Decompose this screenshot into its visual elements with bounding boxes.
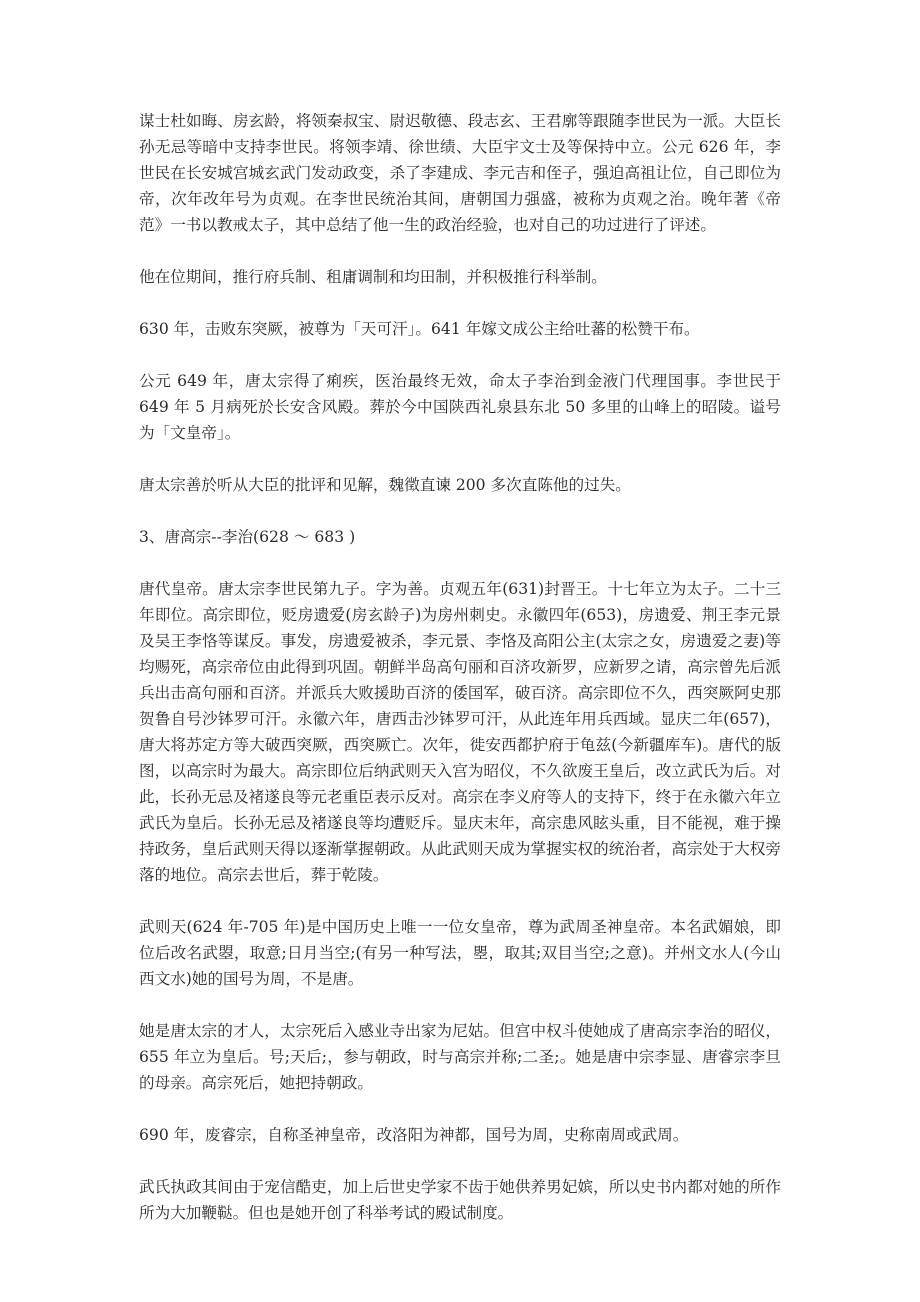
paragraph-wuzetian-rule: 武氏执政其间由于宠信酷吏，加上后世史学家不齿于她供养男妃嫔，所以史书内都对她的所作所为大加鞭鞑。但也是她开创了科举考试的殿试制度。 [139, 1178, 781, 1222]
paragraph-gaozong: 唐代皇帝。唐太宗李世民第九子。字为善。贞观五年(631)封晋王。十七年立为太子。二十三年即位。高宗即位，贬房遗爱(房玄龄子)为房州刺史。永徽四年(653)，房遗爱、荆王李元景及吴王李恪等谋反。事发，房遗爱被杀，李元景、李恪及高阳公主(太宗之女，房遗爱之妻)等均赐死，高宗帝位由此得到巩固。朝鲜半岛高句丽和百济攻新罗，应新罗之请，高宗曾先后派兵出击高句丽和百济。并派兵大败援助百济的倭国军，破百济。高宗即位不久，西突厥阿史那贺鲁自号沙钵罗可汗。永徽六年，唐西击沙钵罗可汗，从此连年用兵西域。显庆二年(657)，唐大将苏定方等大破西突厥，西突厥亡。次年，徙安西都护府于龟兹(今新疆库车)。唐代的版图，以高宗时为最大。高宗即位后纳武则天入宫为昭仪，不久欲废王皇后，改立武氏为后。对此，长孙无忌及褚遂良等元老重臣表示反对。高宗在李义府等人的支持下，终于在永徽六年立武氏为皇后。长孙无忌及褚遂良等均遭贬斥。显庆末年，高宗患风眩头重，目不能视，难于操持政务，皇后武则天得以逐渐掌握朝政。从此武则天成为掌握实权的统治者，高宗处于大权旁落的地位。高宗去世后，葬于乾陵。 [139, 580, 781, 884]
paragraph-taizong-rise: 谋士杜如晦、房玄龄，将领秦叔宝、尉迟敬德、段志玄、王君廓等跟随李世民为一派。大臣长孙无忌等暗中支持李世民。将领李靖、徐世绩、大臣宇文士及等保持中立。公元 626 年，李世民在长安城宫城玄武门发动政变，杀了李建成、李元吉和侄子，强迫高祖让位，自己即位为帝，次年改年号为贞观。在李世民统治其间，唐朝国力强盛，被称为贞观之治。晚年著《帝范》一书以教戒太子，其中总结了他一生的政治经验，也对自己的功过进行了评述。 [139, 112, 781, 234]
paragraph-taizong-tujue: 630 年，击败东突厥，被尊为「天可汗」。641 年嫁文成公主给吐蕃的松赞干布。 [139, 320, 700, 338]
paragraph-wuzetian-690: 690 年，废睿宗，自称圣神皇帝，改洛阳为神都，国号为周，史称南周或武周。 [139, 1126, 689, 1144]
section-heading-gaozong: 3、唐高宗--李治(628 ～ 683 ) [139, 528, 356, 546]
paragraph-taizong-weizheng: 唐太宗善於听从大臣的批评和见解，魏徵直谏 200 多次直陈他的过失。 [139, 476, 631, 494]
paragraph-wuzetian-empress: 她是唐太宗的才人，太宗死后入感业寺出家为尼姑。但宫中权斗使她成了唐高宗李治的昭仪，655 年立为皇后。号;天后;，参与朝政，时与高宗并称;二圣;。她是唐中宗李显、唐睿宗李旦的母亲。高宗死后，她把持朝政。 [139, 1022, 781, 1092]
paragraph-taizong-death: 公元 649 年，唐太宗得了痢疾，医治最终无效，命太子李治到金液门代理国事。李世民于 649 年 5 月病死於长安含风殿。葬於今中国陕西礼泉县东北 50 多里的山峰上的昭陵。谥号为「文皇帝」。 [139, 372, 781, 442]
paragraph-taizong-policies: 他在位期间，推行府兵制、租庸调制和均田制，并积极推行科举制。 [139, 268, 607, 286]
paragraph-wuzetian-intro: 武则天(624 年-705 年)是中国历史上唯一一位女皇帝，尊为武周圣神皇帝。本名武媚娘，即位后改名武曌，取意;日月当空;(有另一种写法，瞾，取其;双目当空;之意)。并州文水人(今山西文水)她的国号为周，不是唐。 [139, 918, 781, 988]
document-body [139, 108, 781, 1226]
